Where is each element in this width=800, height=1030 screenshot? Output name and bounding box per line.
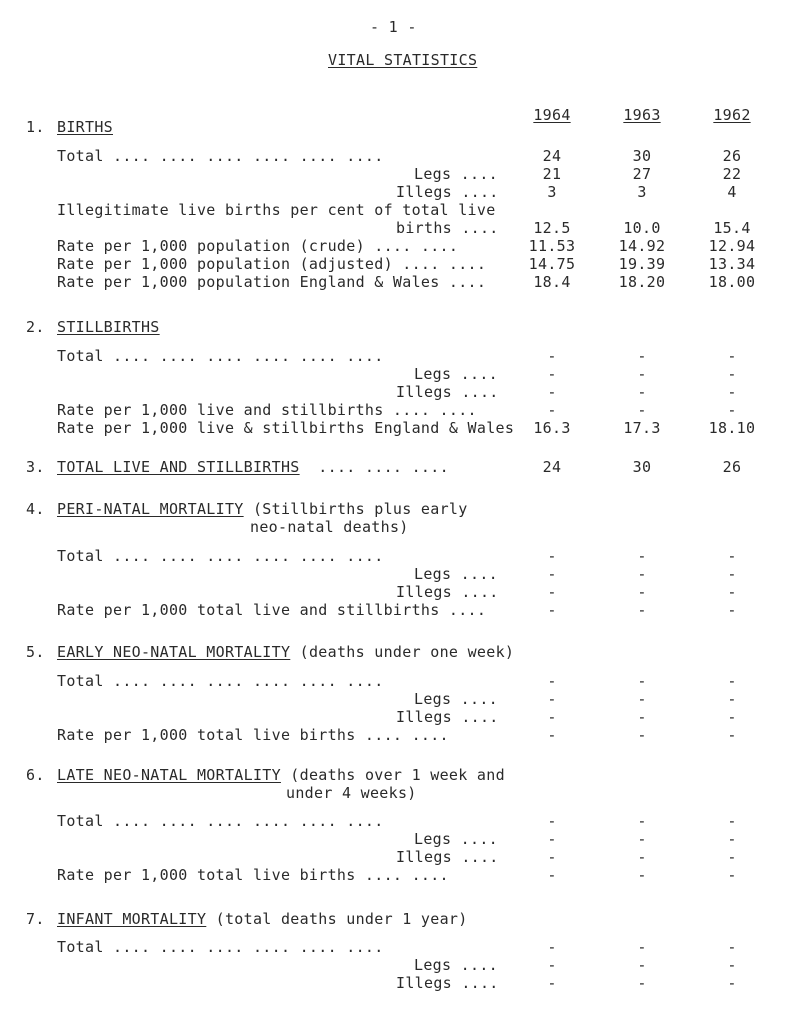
cell-1964: - xyxy=(547,830,557,848)
cell-1963: 30 xyxy=(632,147,652,165)
section-heading-infant-mortality xyxy=(57,910,468,928)
cell-1963: - xyxy=(637,365,647,383)
cell-1962: - xyxy=(727,974,737,992)
cell-1962: - xyxy=(727,583,737,601)
cell-1962: - xyxy=(727,565,737,583)
cell-1962: - xyxy=(727,547,737,565)
cell-1962: 12.94 xyxy=(708,237,756,255)
section-number: 6. xyxy=(26,766,45,784)
heading-continuation: under 4 weeks) xyxy=(286,784,417,802)
cell-1964: - xyxy=(547,401,557,419)
row-label: Rate per 1,000 total live and stillbirths .... xyxy=(57,601,487,619)
cell-1962: - xyxy=(727,601,737,619)
cell-1963: - xyxy=(637,383,647,401)
cell-1963: 14.92 xyxy=(618,237,666,255)
cell-1962: - xyxy=(727,812,737,830)
cell-1964: 16.3 xyxy=(533,419,571,437)
cell-1963: - xyxy=(637,672,647,690)
row-label: Illegs .... xyxy=(396,183,499,201)
row-label: births .... xyxy=(396,219,499,237)
row-label: Total .... .... .... .... .... .... xyxy=(57,147,384,165)
row-label: Legs .... xyxy=(414,565,498,583)
cell-1964: - xyxy=(547,708,557,726)
cell-1963: 19.39 xyxy=(618,255,666,273)
row-label: Legs .... xyxy=(414,690,498,708)
cell-1963: 30 xyxy=(632,458,652,476)
cell-1964: 11.53 xyxy=(528,237,576,255)
cell-1964: 21 xyxy=(542,165,562,183)
heading-text: TOTAL LIVE AND STILLBIRTHS xyxy=(57,458,300,476)
year-header-1962: 1962 xyxy=(713,106,751,124)
row-label: Illegs .... xyxy=(396,848,499,866)
cell-1962: - xyxy=(727,848,737,866)
cell-1963: - xyxy=(637,690,647,708)
cell-1963: - xyxy=(637,565,647,583)
section-heading-peri-natal-mortality xyxy=(57,500,468,518)
row-label: Rate per 1,000 population (adjusted) .... .... xyxy=(57,255,487,273)
section-number: 3. xyxy=(26,458,45,476)
row-label: Total .... .... .... .... .... .... xyxy=(57,672,384,690)
cell-1963: - xyxy=(637,956,647,974)
cell-1964: - xyxy=(547,848,557,866)
row-label: Total .... .... .... .... .... .... xyxy=(57,347,384,365)
row-label: Rate per 1,000 live & stillbirths England & Wales xyxy=(57,419,515,437)
cell-1962: - xyxy=(727,401,737,419)
cell-1963: 3 xyxy=(637,183,647,201)
section-number: 7. xyxy=(26,910,45,928)
row-label: Rate per 1,000 population England & Wales .... xyxy=(57,273,487,291)
cell-1962: 18.00 xyxy=(708,273,756,291)
heading-leader: .... .... .... xyxy=(318,458,449,476)
cell-1963: 18.20 xyxy=(618,273,666,291)
cell-1962: 26 xyxy=(722,458,742,476)
section-heading-late-neo-natal-mortality xyxy=(57,766,505,784)
cell-1962: - xyxy=(727,956,737,974)
section-heading-total-live-and-stillbirths xyxy=(57,458,449,476)
cell-1963: - xyxy=(637,726,647,744)
heading-text: EARLY NEO-NATAL MORTALITY xyxy=(57,643,291,661)
cell-1963: 17.3 xyxy=(623,419,661,437)
cell-1962: 15.4 xyxy=(713,219,751,237)
cell-1964: 12.5 xyxy=(533,219,571,237)
cell-1963: - xyxy=(637,974,647,992)
row-label: Legs .... xyxy=(414,830,498,848)
cell-1964: - xyxy=(547,547,557,565)
heading-rest: (deaths over 1 week and xyxy=(290,766,505,784)
heading-continuation: neo-natal deaths) xyxy=(250,518,409,536)
cell-1962: 22 xyxy=(722,165,742,183)
row-label: Total .... .... .... .... .... .... xyxy=(57,938,384,956)
cell-1962: - xyxy=(727,347,737,365)
row-label: Total .... .... .... .... .... .... xyxy=(57,812,384,830)
cell-1962: - xyxy=(727,690,737,708)
cell-1964: - xyxy=(547,812,557,830)
row-label: Illegitimate live births per cent of total live xyxy=(57,201,496,219)
row-label: Legs .... xyxy=(414,956,498,974)
cell-1963: - xyxy=(637,601,647,619)
cell-1964: 24 xyxy=(542,458,562,476)
cell-1963: - xyxy=(637,812,647,830)
cell-1964: - xyxy=(547,565,557,583)
row-label: Legs .... xyxy=(414,165,498,183)
cell-1964: 18.4 xyxy=(533,273,571,291)
row-label: Total .... .... .... .... .... .... xyxy=(57,547,384,565)
heading-text: INFANT MORTALITY xyxy=(57,910,207,928)
cell-1962: - xyxy=(727,365,737,383)
heading-rest: (deaths under one week) xyxy=(299,643,515,661)
row-label: Illegs .... xyxy=(396,583,499,601)
cell-1964: - xyxy=(547,365,557,383)
page-title: VITAL STATISTICS xyxy=(328,51,478,69)
section-heading-stillbirths: STILLBIRTHS xyxy=(57,318,160,336)
cell-1964: 3 xyxy=(547,183,557,201)
cell-1963: 10.0 xyxy=(623,219,661,237)
cell-1962: 18.10 xyxy=(708,419,756,437)
cell-1963: - xyxy=(637,547,647,565)
cell-1963: - xyxy=(637,830,647,848)
row-label: Rate per 1,000 total live births .... .... xyxy=(57,866,449,884)
row-label: Illegs .... xyxy=(396,383,499,401)
cell-1963: - xyxy=(637,848,647,866)
cell-1962: - xyxy=(727,830,737,848)
cell-1964: - xyxy=(547,672,557,690)
cell-1964: - xyxy=(547,347,557,365)
cell-1962: - xyxy=(727,938,737,956)
row-label: Rate per 1,000 total live births .... .... xyxy=(57,726,449,744)
heading-rest: (Stillbirths plus early xyxy=(252,500,468,518)
cell-1962: - xyxy=(727,672,737,690)
section-heading-births: BIRTHS xyxy=(57,118,113,136)
cell-1963: - xyxy=(637,347,647,365)
row-label: Illegs .... xyxy=(396,974,499,992)
section-heading-early-neo-natal-mortality xyxy=(57,643,514,661)
cell-1963: - xyxy=(637,583,647,601)
year-header-1964: 1964 xyxy=(533,106,571,124)
cell-1964: - xyxy=(547,690,557,708)
cell-1962: - xyxy=(727,726,737,744)
section-number: 4. xyxy=(26,500,45,518)
cell-1964: - xyxy=(547,866,557,884)
heading-text: LATE NEO-NATAL MORTALITY xyxy=(57,766,281,784)
cell-1964: 24 xyxy=(542,147,562,165)
cell-1963: - xyxy=(637,401,647,419)
cell-1962: 26 xyxy=(722,147,742,165)
cell-1962: - xyxy=(727,866,737,884)
cell-1963: - xyxy=(637,866,647,884)
cell-1962: 13.34 xyxy=(708,255,756,273)
row-label: Rate per 1,000 population (crude) .... .... xyxy=(57,237,459,255)
cell-1964: 14.75 xyxy=(528,255,576,273)
cell-1963: - xyxy=(637,938,647,956)
cell-1964: - xyxy=(547,956,557,974)
cell-1964: - xyxy=(547,383,557,401)
heading-rest: (total deaths under 1 year) xyxy=(215,910,468,928)
section-number: 1. xyxy=(26,118,45,136)
cell-1964: - xyxy=(547,938,557,956)
row-label: Illegs .... xyxy=(396,708,499,726)
section-number: 5. xyxy=(26,643,45,661)
cell-1964: - xyxy=(547,601,557,619)
heading-text: PERI-NATAL MORTALITY xyxy=(57,500,244,518)
cell-1964: - xyxy=(547,974,557,992)
year-header-1963: 1963 xyxy=(623,106,661,124)
row-label: Legs .... xyxy=(414,365,498,383)
row-label: Rate per 1,000 live and stillbirths .... .... xyxy=(57,401,477,419)
cell-1964: - xyxy=(547,583,557,601)
cell-1963: - xyxy=(637,708,647,726)
cell-1964: - xyxy=(547,726,557,744)
section-number: 2. xyxy=(26,318,45,336)
cell-1962: 4 xyxy=(727,183,737,201)
page-number: - 1 - xyxy=(370,18,417,36)
cell-1963: 27 xyxy=(632,165,652,183)
cell-1962: - xyxy=(727,708,737,726)
cell-1962: - xyxy=(727,383,737,401)
